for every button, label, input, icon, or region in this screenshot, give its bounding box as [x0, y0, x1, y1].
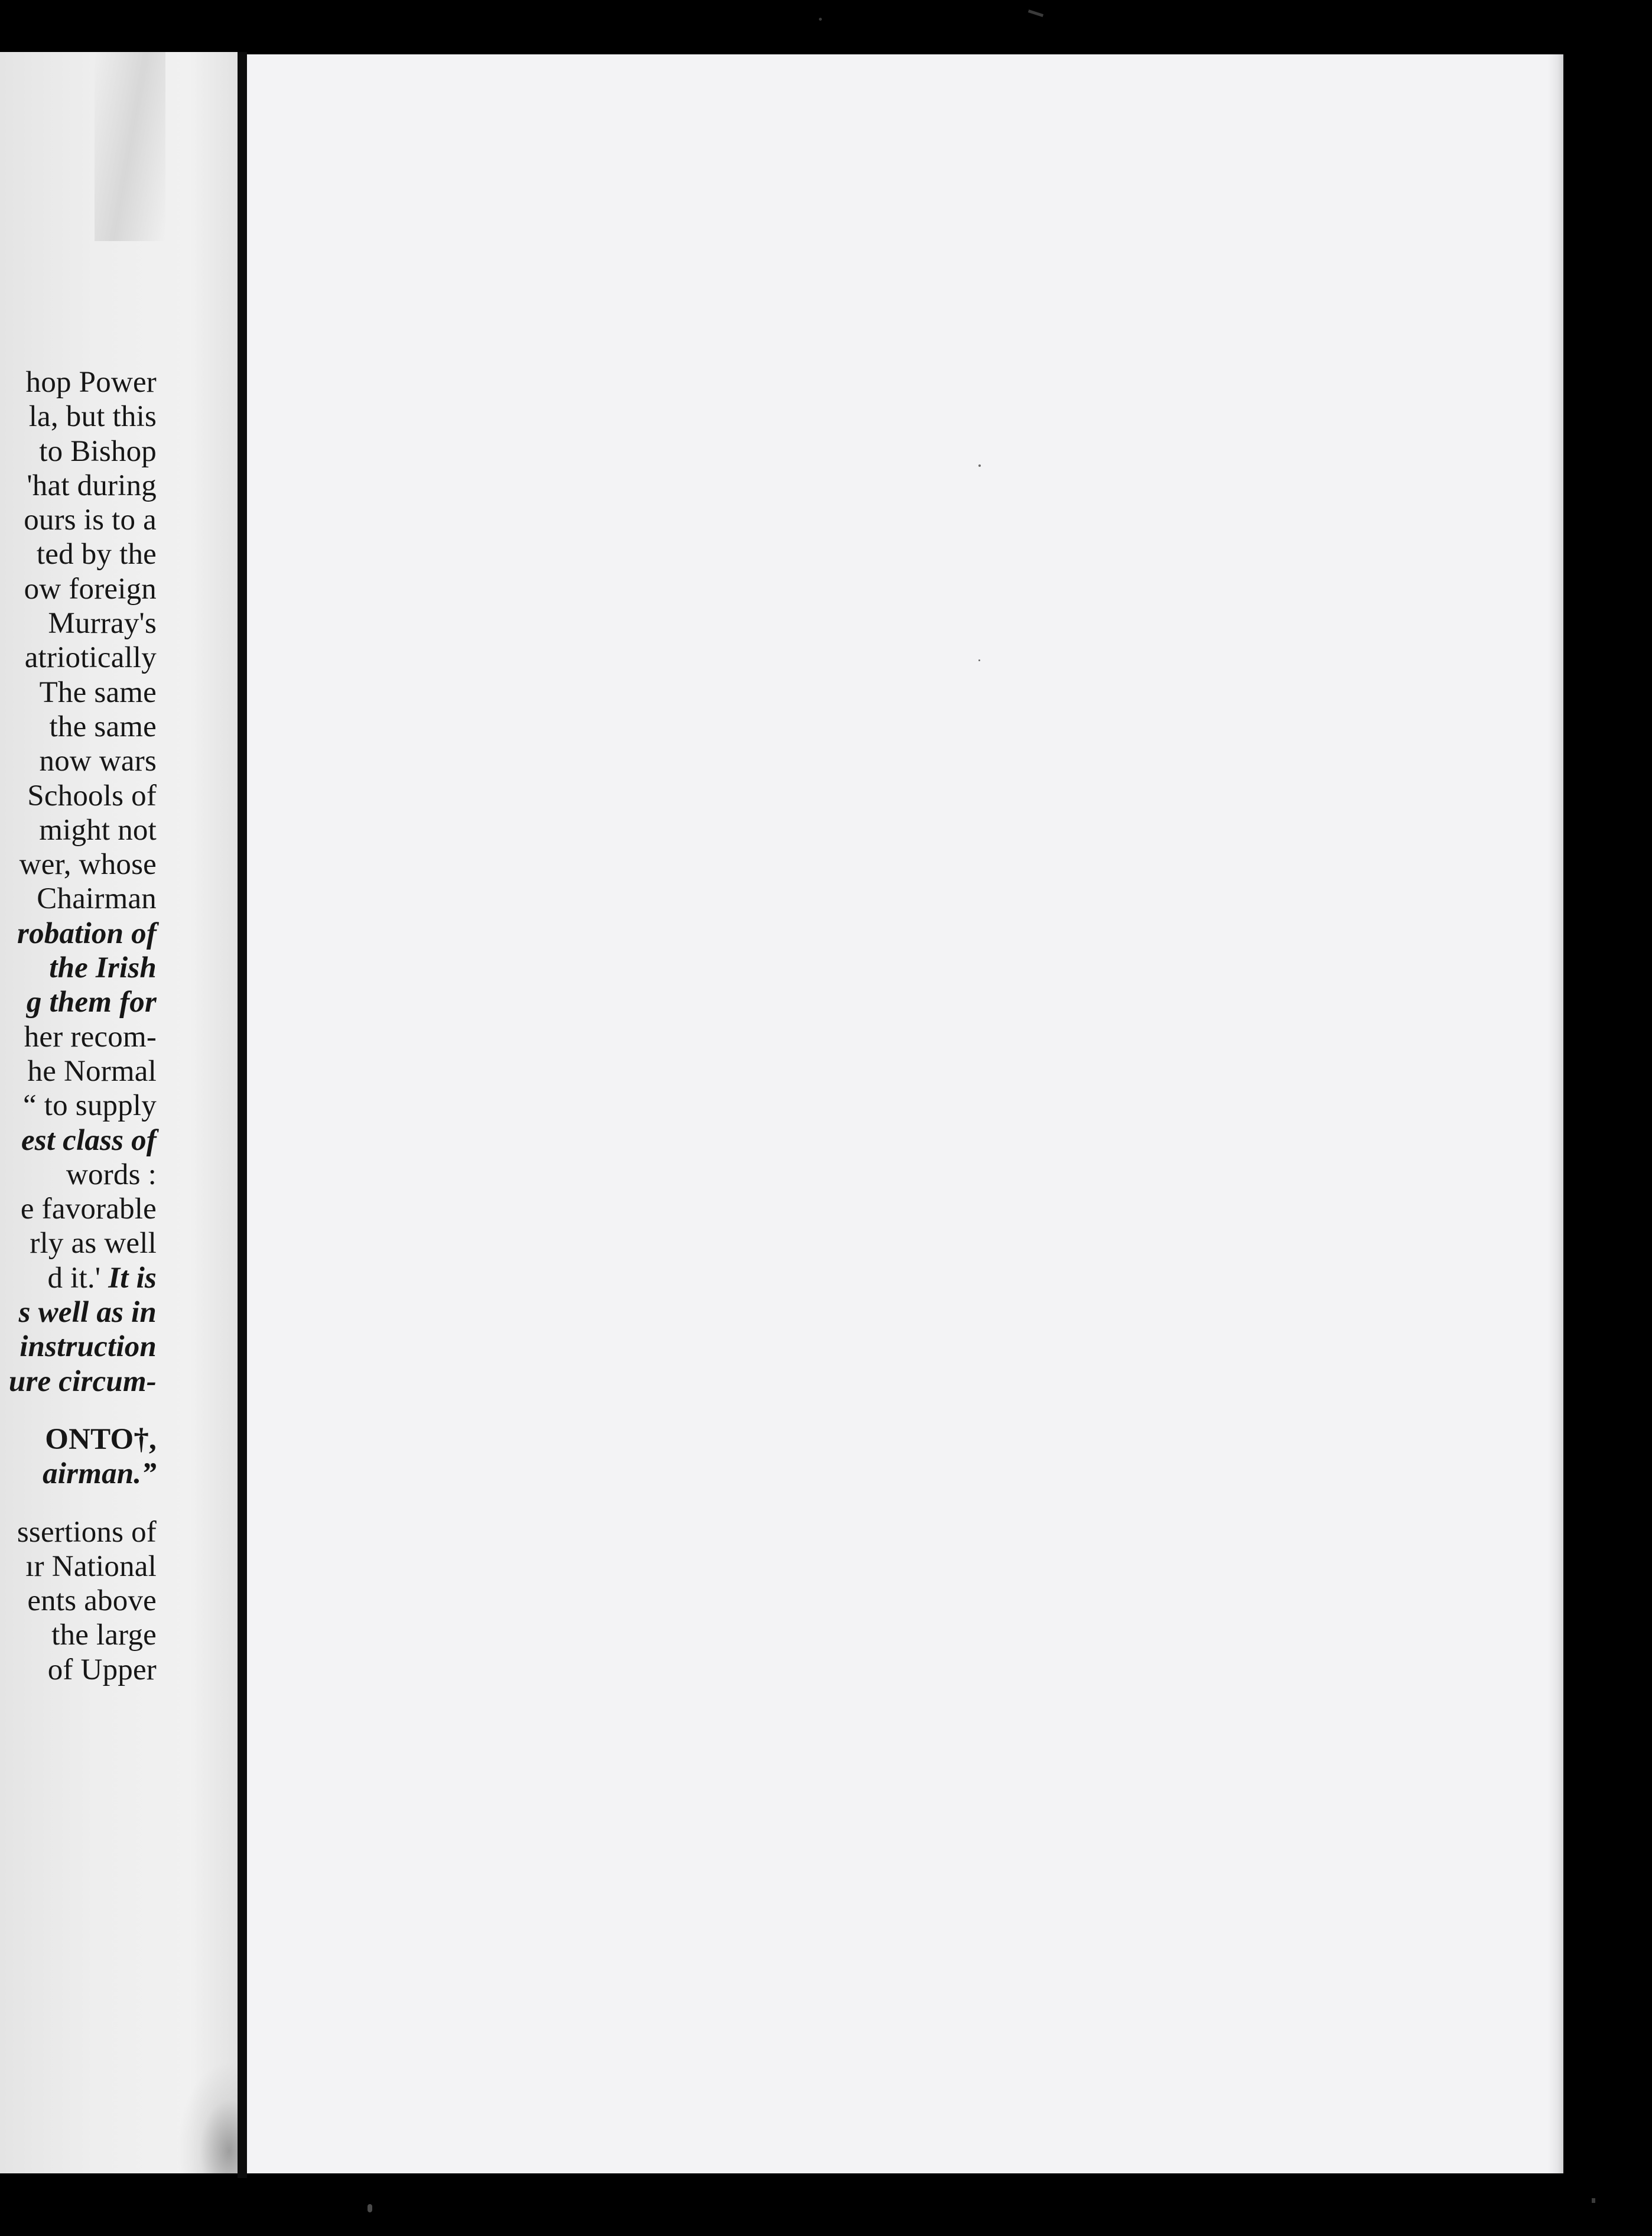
text-line: rly as well [30, 1227, 157, 1260]
text-line: ow foreign [24, 572, 157, 606]
text-line: wer, whose [19, 848, 157, 882]
left-page-text-column [0, 365, 157, 1687]
text-line: Chairman [37, 882, 157, 916]
text-line: Murray's [48, 607, 157, 641]
text-line: s well as in [18, 1296, 157, 1330]
page-gutter [238, 52, 247, 2178]
text-line: The same [39, 675, 157, 709]
text-line: her recom- [24, 1020, 157, 1054]
text-line: he Normal [27, 1054, 157, 1088]
scan-artifact [368, 2204, 372, 2212]
outer-scan-border [1563, 52, 1652, 2236]
scan-artifact [1028, 9, 1043, 17]
page-curl-shading [95, 52, 165, 241]
text-line: 'hat during [27, 469, 157, 502]
text-line: might not [39, 813, 157, 847]
text-line: la, but this [28, 400, 157, 434]
text-line: of Upper [47, 1653, 157, 1686]
text-line: d it.' It is [47, 1261, 157, 1295]
text-line: words : [66, 1158, 157, 1191]
text-line: e favorable [20, 1192, 157, 1226]
text-line: now wars [39, 745, 157, 778]
text-line: to Bishop [39, 434, 157, 468]
paper-speck [978, 464, 981, 467]
binding-shadow [177, 2061, 238, 2173]
text-line: the large [51, 1618, 157, 1652]
text-line: g them for [26, 986, 157, 1019]
right-page-blank [247, 54, 1563, 2173]
text-line: instruction [19, 1330, 157, 1364]
text-line: ents above [27, 1584, 157, 1618]
text-line: “ to supply [22, 1089, 157, 1123]
text-line: atriotically [24, 641, 157, 675]
left-page-fragment [0, 52, 238, 2173]
text-line: hop Power [25, 366, 157, 399]
paper-speck [978, 659, 980, 661]
text-line: ours is to a [24, 503, 157, 537]
text-line: the same [49, 710, 157, 743]
text-line: Schools of [27, 779, 157, 812]
text-line: ır National [25, 1549, 157, 1583]
scan-artifact [1592, 2198, 1595, 2203]
text-line: ONTO†, [45, 1422, 157, 1456]
text-line: the Irish [49, 951, 157, 985]
text-line: robation of [17, 916, 157, 950]
text-line: ted by the [36, 538, 157, 571]
scan-artifact [819, 18, 822, 21]
text-line: est class of [21, 1123, 157, 1157]
text-line: ure circum- [8, 1364, 157, 1398]
text-line: airman.” [43, 1457, 157, 1491]
right-page-edge-shading [1548, 54, 1563, 2173]
text-line: ssertions of [17, 1515, 157, 1549]
